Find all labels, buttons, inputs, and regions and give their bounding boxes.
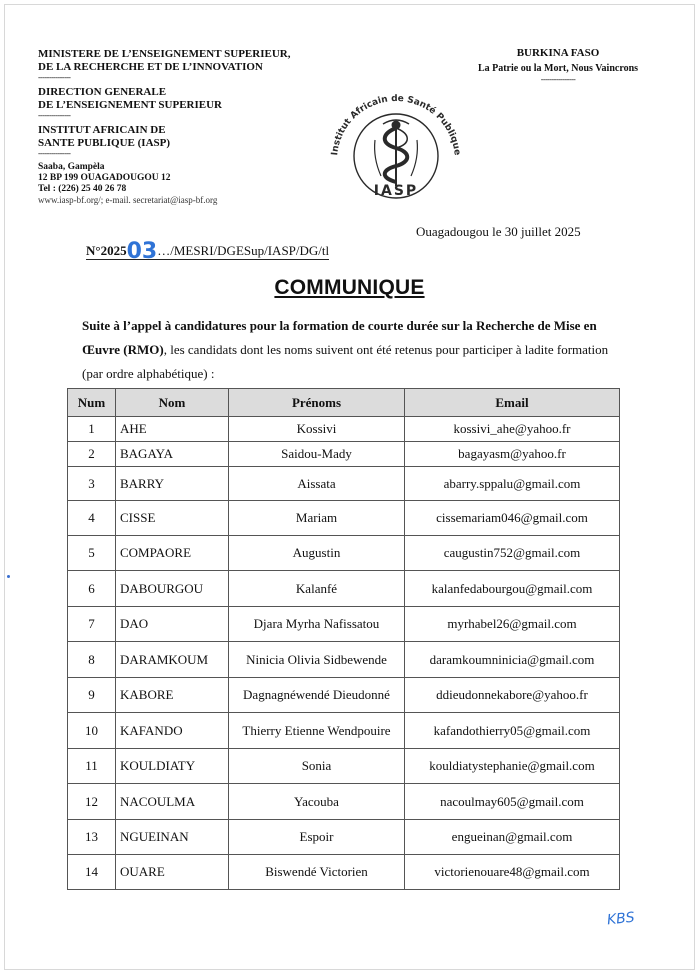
cell-email: engueinan@gmail.com: [405, 820, 620, 855]
table-row: [68, 571, 620, 607]
document-date: Ouagadougou le 30 juillet 2025: [416, 224, 581, 239]
cell-num: 12: [68, 784, 116, 820]
cell-num: 5: [68, 536, 116, 571]
cell-num: 4: [68, 501, 116, 536]
table-row: [68, 642, 620, 678]
handwritten-initials: KBS: [606, 909, 636, 929]
page-title: COMMUNIQUE: [274, 276, 425, 299]
ministry-header: [38, 48, 338, 206]
table-row: [68, 607, 620, 642]
cell-prenoms: Kalanfé: [229, 571, 405, 607]
institute-line-1: INSTITUT AFRICAIN DE: [38, 124, 166, 136]
reference-prefix: N°2025: [86, 243, 127, 258]
cell-num: 7: [68, 607, 116, 642]
table-row: [68, 467, 620, 501]
intro-bold: Suite à l’appel à candidatures pour la formation de courte durée sur la Recherche de Mise en Œuvre (RMO): [82, 318, 597, 357]
cell-email: bagayasm@yahoo.fr: [405, 442, 620, 467]
table-row: [68, 749, 620, 784]
reference-suffix: …/MESRI/DGESup/IASP/DG/tl: [157, 243, 330, 258]
cell-nom: KAFANDO: [116, 713, 229, 749]
table-row: [68, 501, 620, 536]
cell-nom: DABOURGOU: [116, 571, 229, 607]
cell-prenoms: Aissata: [229, 467, 405, 501]
cell-num: 6: [68, 571, 116, 607]
table-header-row: [68, 389, 620, 417]
cell-nom: COMPAORE: [116, 536, 229, 571]
table-row: [68, 855, 620, 890]
web-email-line: www.iasp-bf.org/; e-mail. secretariat@iasp-bf.org: [38, 195, 218, 205]
cell-nom: BAGAYA: [116, 442, 229, 467]
cell-num: 1: [68, 417, 116, 442]
cell-prenoms: Espoir: [229, 820, 405, 855]
cell-email: kalanfedabourgou@gmail.com: [405, 571, 620, 607]
cell-email: victorienouare48@gmail.com: [405, 855, 620, 890]
cell-nom: KOULDIATY: [116, 749, 229, 784]
table-row: [68, 713, 620, 749]
stray-ink-mark: [7, 575, 10, 578]
direction-line-2: DE L’ENSEIGNEMENT SUPERIEUR: [38, 99, 222, 111]
header-email: Email: [405, 389, 620, 417]
logo-arc-text: Institut Africain de Santé Publique: [330, 93, 462, 156]
cell-prenoms: Djara Myrha Nafissatou: [229, 607, 405, 642]
cell-email: nacoulmay605@gmail.com: [405, 784, 620, 820]
address-line-2: 12 BP 199 OUAGADOUGOU 12: [38, 173, 171, 183]
cell-prenoms: Saidou-Mady: [229, 442, 405, 467]
cell-email: kouldiatystephanie@gmail.com: [405, 749, 620, 784]
cell-num: 9: [68, 678, 116, 713]
cell-nom: DAO: [116, 607, 229, 642]
cell-nom: NGUEINAN: [116, 820, 229, 855]
header-num: Num: [68, 389, 116, 417]
separator: ---------------: [38, 111, 71, 120]
cell-email: caugustin752@gmail.com: [405, 536, 620, 571]
table-row: [68, 536, 620, 571]
cell-num: 10: [68, 713, 116, 749]
header-nom: Nom: [116, 389, 229, 417]
table-row: [68, 442, 620, 467]
country-name: BURKINA FASO: [516, 47, 600, 59]
cell-email: cissemariam046@gmail.com: [405, 501, 620, 536]
caduceus-icon: [375, 120, 418, 186]
cell-prenoms: Ninicia Olivia Sidbewende: [229, 642, 405, 678]
cell-num: 14: [68, 855, 116, 890]
cell-prenoms: Augustin: [229, 536, 405, 571]
cell-prenoms: Thierry Etienne Wendpouire: [229, 713, 405, 749]
institute-line-2: SANTE PUBLIQUE (IASP): [38, 137, 171, 149]
separator: ---------------: [38, 73, 71, 82]
direction-line-1: DIRECTION GENERALE: [38, 86, 167, 98]
cell-prenoms: Yacouba: [229, 784, 405, 820]
cell-email: daramkoumninicia@gmail.com: [405, 642, 620, 678]
table-row: [68, 678, 620, 713]
cell-nom: KABORE: [116, 678, 229, 713]
cell-nom: AHE: [116, 417, 229, 442]
logo-acronym: IASP: [373, 183, 419, 199]
cell-nom: NACOULMA: [116, 784, 229, 820]
separator: ---------------: [38, 149, 71, 158]
table-row: [68, 784, 620, 820]
ministry-line-1: MINISTERE DE L’ENSEIGNEMENT SUPERIEUR,: [38, 48, 291, 60]
header-prenoms: Prénoms: [229, 389, 405, 417]
cell-nom: OUARE: [116, 855, 229, 890]
intro-paragraph: [82, 314, 622, 386]
cell-prenoms: Kossivi: [229, 417, 405, 442]
address-line-1: Saaba, Gampèla: [38, 162, 105, 172]
reference-number: [86, 239, 330, 264]
cell-email: ddieudonnekabore@yahoo.fr: [405, 678, 620, 713]
phone-line: Tel : (226) 25 40 26 78: [38, 184, 127, 194]
handwritten-number: 03: [126, 239, 158, 264]
cell-email: abarry.sppalu@gmail.com: [405, 467, 620, 501]
cell-email: myrhabel26@gmail.com: [405, 607, 620, 642]
table-row: [68, 820, 620, 855]
country-header: [440, 46, 676, 84]
table-row: [68, 417, 620, 442]
intro-normal: , les candidats dont les noms suivent ont été retenus pour participer à ladite formation (par ordre alphabétique) :: [82, 342, 609, 381]
cell-num: 3: [68, 467, 116, 501]
separator: ----------------: [540, 75, 576, 84]
iasp-logo: [323, 78, 469, 214]
cell-num: 8: [68, 642, 116, 678]
ministry-line-2: DE LA RECHERCHE ET DE L’INNOVATION: [38, 61, 263, 73]
cell-prenoms: Mariam: [229, 501, 405, 536]
cell-nom: CISSE: [116, 501, 229, 536]
candidates-table: [67, 388, 620, 890]
cell-email: kossivi_ahe@yahoo.fr: [405, 417, 620, 442]
cell-num: 11: [68, 749, 116, 784]
cell-nom: BARRY: [116, 467, 229, 501]
cell-prenoms: Dagnagnéwendé Dieudonné: [229, 678, 405, 713]
cell-prenoms: Biswendé Victorien: [229, 855, 405, 890]
country-motto: La Patrie ou la Mort, Nous Vaincrons: [477, 63, 639, 74]
cell-prenoms: Sonia: [229, 749, 405, 784]
cell-nom: DARAMKOUM: [116, 642, 229, 678]
cell-email: kafandothierry05@gmail.com: [405, 713, 620, 749]
cell-num: 2: [68, 442, 116, 467]
cell-num: 13: [68, 820, 116, 855]
